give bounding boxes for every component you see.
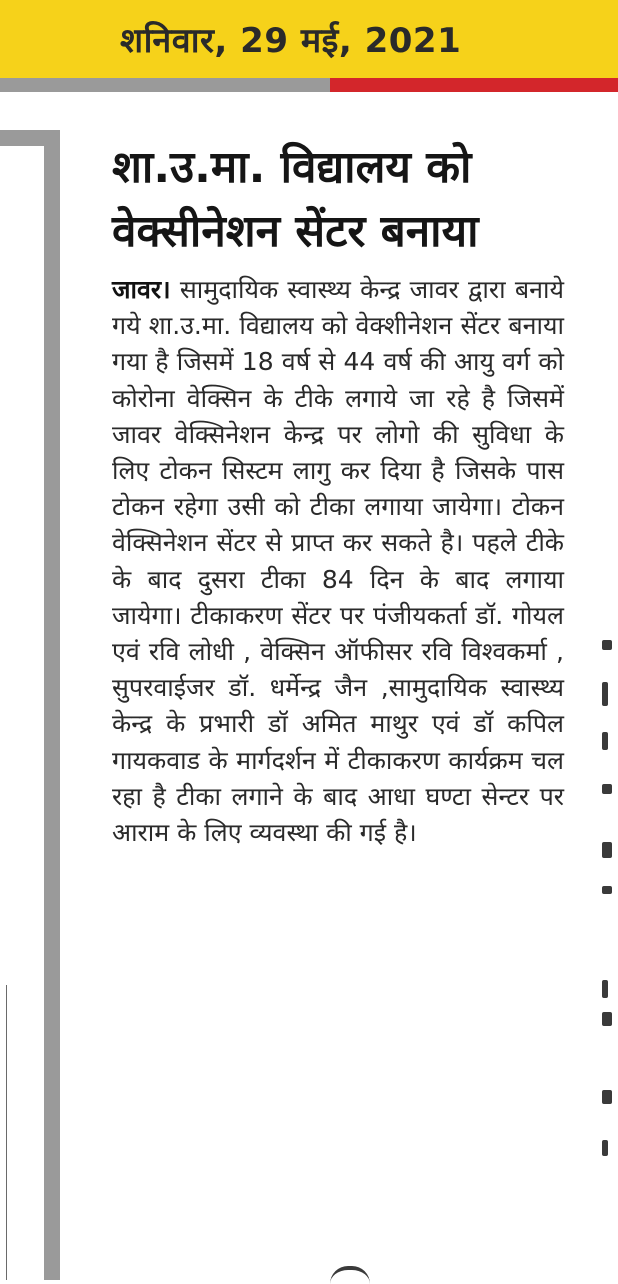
- adjacent-column-fragment: [602, 620, 618, 1280]
- article-body-text: सामुदायिक स्वास्थ्य केन्द्र जावर द्वारा बनाये गये शा.उ.मा. विद्यालय को वेक्शीनेशन सेंटर बनाया गया है जिसमें 18 वर्ष से 44 वर्ष की आयु वर्ग को कोरोना वेक्सिन के टीके लगाये जा रहे है जिसमें जावर वेक्सिनेशन केन्द्र पर लोगो की सुविधा के लिए टोकन सिस्टम लागु कर दिया है जिसके पास टोकन रहेगा उसी को टीका लगाया जायेगा। टोकन वेक्सिनेशन सेंटर से प्राप्त कर सकते है। पहले टीके के बाद दुसरा टीका 84 दिन के बाद लगाया जायेगा। टीकाकरण सेंटर पर पंजीयकर्ता डॉ. गोयल एवं रवि लोधी , वेक्सिन ऑफीसर रवि विश्वकर्मा , सुपरवाईजर डॉ. धर्मेन्द्र जैन ,सामुदायिक स्वास्थ्य केन्द्र के प्रभारी डॉ अमित माथुर एवं डॉ कपिल गायकवाड के मार्गदर्शन में टीकाकरण कार्यक्रम चल रहा है टीका लगाने के बाद आधा घण्टा सेन्टर पर आराम के लिए व्यवस्था की गई है।: [112, 275, 564, 848]
- dateline-place: जावर।: [112, 275, 171, 304]
- header-rule-grey: [0, 78, 330, 92]
- headline-line-1: शा.उ.मा. विद्यालय को: [112, 142, 472, 193]
- date-band: [0, 0, 618, 78]
- article-body: [112, 272, 564, 851]
- article-headline: [112, 136, 562, 264]
- left-column-divider: [6, 985, 7, 1280]
- header-rule-red: [330, 78, 618, 92]
- left-column-frame-side: [44, 130, 60, 1280]
- adjacent-article-fragment: [330, 1266, 370, 1284]
- headline-line-2: वेक्सीनेशन सेंटर बनाया: [112, 206, 479, 257]
- issue-date: शनिवार, 29 मई, 2021: [120, 21, 462, 61]
